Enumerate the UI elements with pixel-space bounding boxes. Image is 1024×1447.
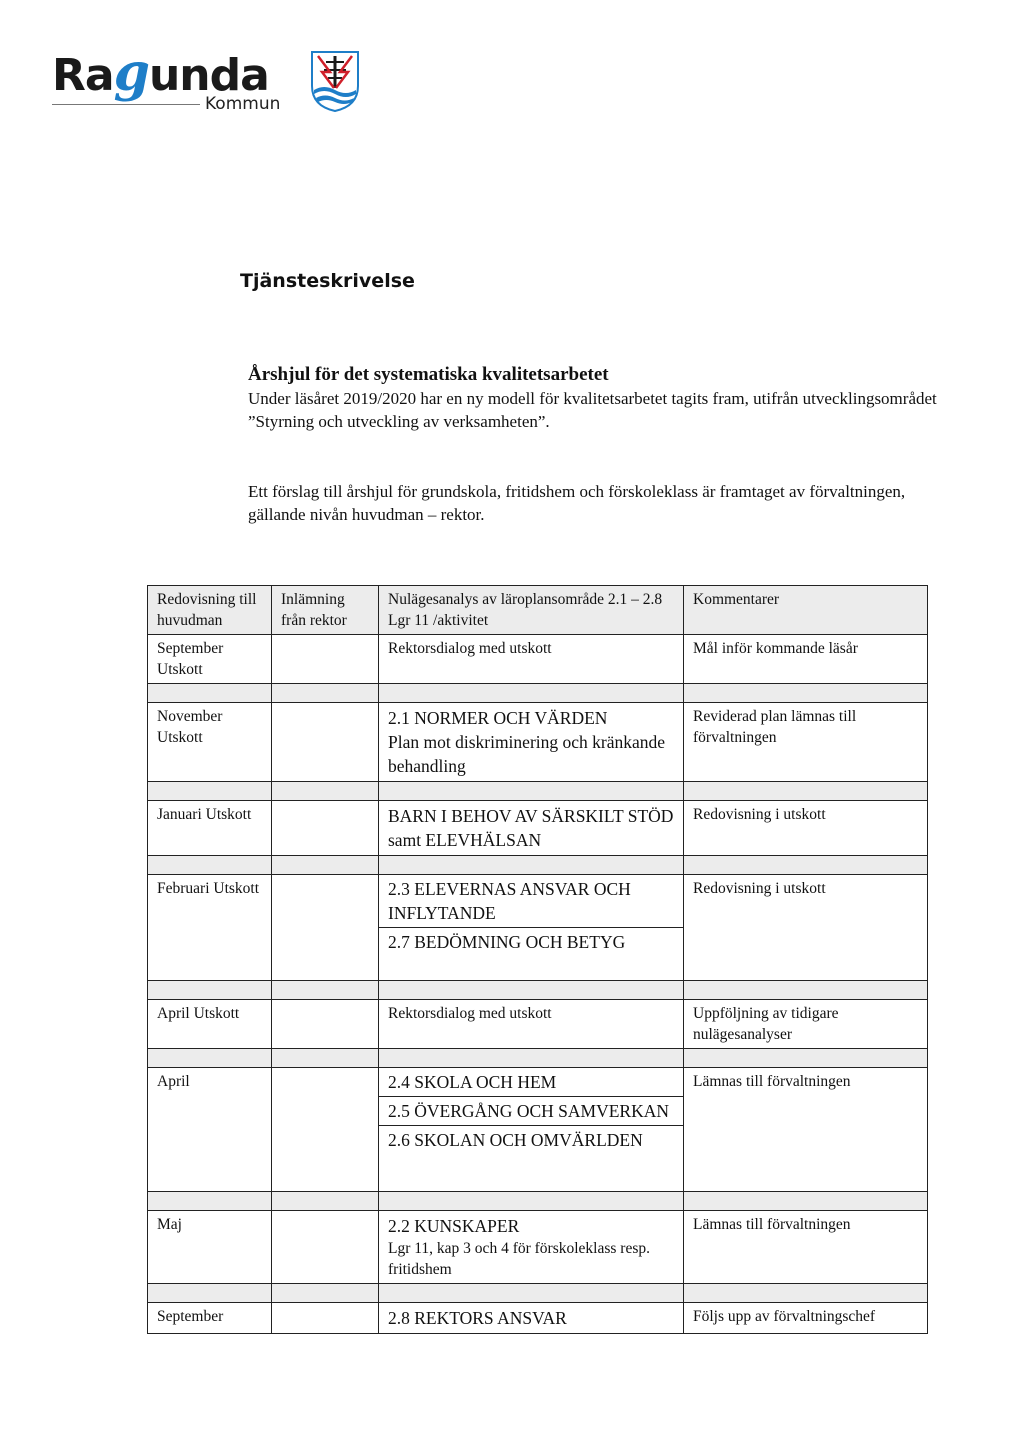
table-cell	[272, 875, 379, 981]
area-title: 2.6 SKOLAN OCH OMVÄRLDEN	[379, 1125, 683, 1154]
area-title: 2.1 NORMER OCH VÄRDEN	[388, 708, 608, 728]
table-cell	[272, 635, 379, 684]
logo-rule-mid	[150, 104, 200, 105]
table-row	[148, 703, 928, 782]
table-cell: Mål inför kommande läsår	[684, 635, 928, 684]
table-cell: Redovisning i utskott	[684, 801, 928, 856]
spacer-row	[148, 782, 928, 801]
table-cell	[272, 1000, 379, 1049]
coat-of-arms-icon	[310, 50, 360, 112]
table-row	[148, 875, 928, 981]
logo-word-start: Ra	[52, 50, 114, 101]
table-cell: September	[148, 1303, 272, 1334]
area-title: 2.2 KUNSKAPER	[388, 1216, 520, 1236]
table-cell: Rektorsdialog med utskott	[379, 1000, 684, 1049]
table-cell: Lämnas till förvaltningen	[684, 1211, 928, 1284]
table-cell	[272, 703, 379, 782]
table-cell: Rektorsdialog med utskott	[379, 635, 684, 684]
table-cell: Lämnas till förvaltningen	[684, 1068, 928, 1192]
spacer-row	[148, 1192, 928, 1211]
table-row	[148, 1303, 928, 1334]
table-cell	[379, 1068, 684, 1192]
spacer-row	[148, 856, 928, 875]
area-title: 2.5 ÖVERGÅNG OCH SAMVERKAN	[379, 1096, 683, 1125]
area-title: BARN I BEHOV AV SÄRSKILT STÖD samt ELEVHÄLSAN	[388, 806, 674, 850]
table-cell: Januari Utskott	[148, 801, 272, 856]
table-cell: Följs upp av förvaltningschef	[684, 1303, 928, 1334]
header-cell: Kommentarer	[684, 586, 928, 635]
table-cell	[272, 801, 379, 856]
logo-word-end: unda	[148, 50, 269, 101]
annual-wheel-table	[147, 585, 928, 1334]
table-row	[148, 1068, 928, 1192]
logo-rule-left	[52, 104, 152, 105]
table-header-row	[148, 586, 928, 635]
logo	[52, 42, 362, 128]
table-row	[148, 635, 928, 684]
table-cell: Maj	[148, 1211, 272, 1284]
table-cell: Uppföljning av tidigare nulägesanalyser	[684, 1000, 928, 1049]
area-detail: Plan mot diskriminering och kränkande behandling	[388, 732, 666, 776]
area-title: 2.8 REKTORS ANSVAR	[388, 1308, 567, 1328]
spacer-row	[148, 684, 928, 703]
area-title: 2.3 ELEVERNAS ANSVAR OCH INFLYTANDE	[388, 879, 631, 923]
table-cell: November Utskott	[148, 703, 272, 782]
table-cell: September Utskott	[148, 635, 272, 684]
document-type: Tjänsteskrivelse	[240, 270, 415, 292]
proposal-paragraph: Ett förslag till årshjul för grundskola, fritidshem och förskoleklass är framtaget av förvaltningen, gällande nivån huvudman – rektor.	[248, 482, 906, 524]
table-cell: April Utskott	[148, 1000, 272, 1049]
table-cell	[272, 1211, 379, 1284]
table-cell	[272, 1068, 379, 1192]
spacer-row	[148, 981, 928, 1000]
intro-paragraph: Under läsåret 2019/2020 har en ny modell för kvalitetsarbetet tagits fram, utifrån utvecklingsområdet ”Styrning och utveckling av verksamheten”.	[248, 389, 937, 431]
logo-subtitle: Kommun	[205, 94, 281, 114]
table-cell	[379, 703, 684, 782]
table-row	[148, 1000, 928, 1049]
header-cell: Nulägesanalys av läroplansområde 2.1 – 2.8 Lgr 11 /aktivitet	[379, 586, 684, 635]
table-cell	[379, 1211, 684, 1284]
table-cell	[379, 875, 684, 981]
table-row	[148, 801, 928, 856]
area-detail: Lgr 11, kap 3 och 4 för förskoleklass resp. fritidshem	[388, 1240, 651, 1278]
table-cell: Reviderad plan lämnas till förvaltningen	[684, 703, 928, 782]
table-cell	[379, 801, 684, 856]
table-cell: Redovisning i utskott	[684, 875, 928, 981]
table-row	[148, 1211, 928, 1284]
table-cell: Februari Utskott	[148, 875, 272, 981]
area-title: 2.7 BEDÖMNING OCH BETYG	[379, 927, 683, 956]
logo-word-g: g	[113, 42, 149, 103]
document-heading: Årshjul för det systematiska kvalitetsarbetet	[248, 364, 609, 385]
header-cell: Redovisning till huvudman	[148, 586, 272, 635]
header-cell: Inlämning från rektor	[272, 586, 379, 635]
table-cell	[272, 1303, 379, 1334]
spacer-row	[148, 1049, 928, 1068]
spacer-row	[148, 1284, 928, 1303]
table-cell	[379, 1303, 684, 1334]
table-cell: April	[148, 1068, 272, 1192]
area-title: 2.4 SKOLA OCH HEM	[388, 1072, 557, 1092]
